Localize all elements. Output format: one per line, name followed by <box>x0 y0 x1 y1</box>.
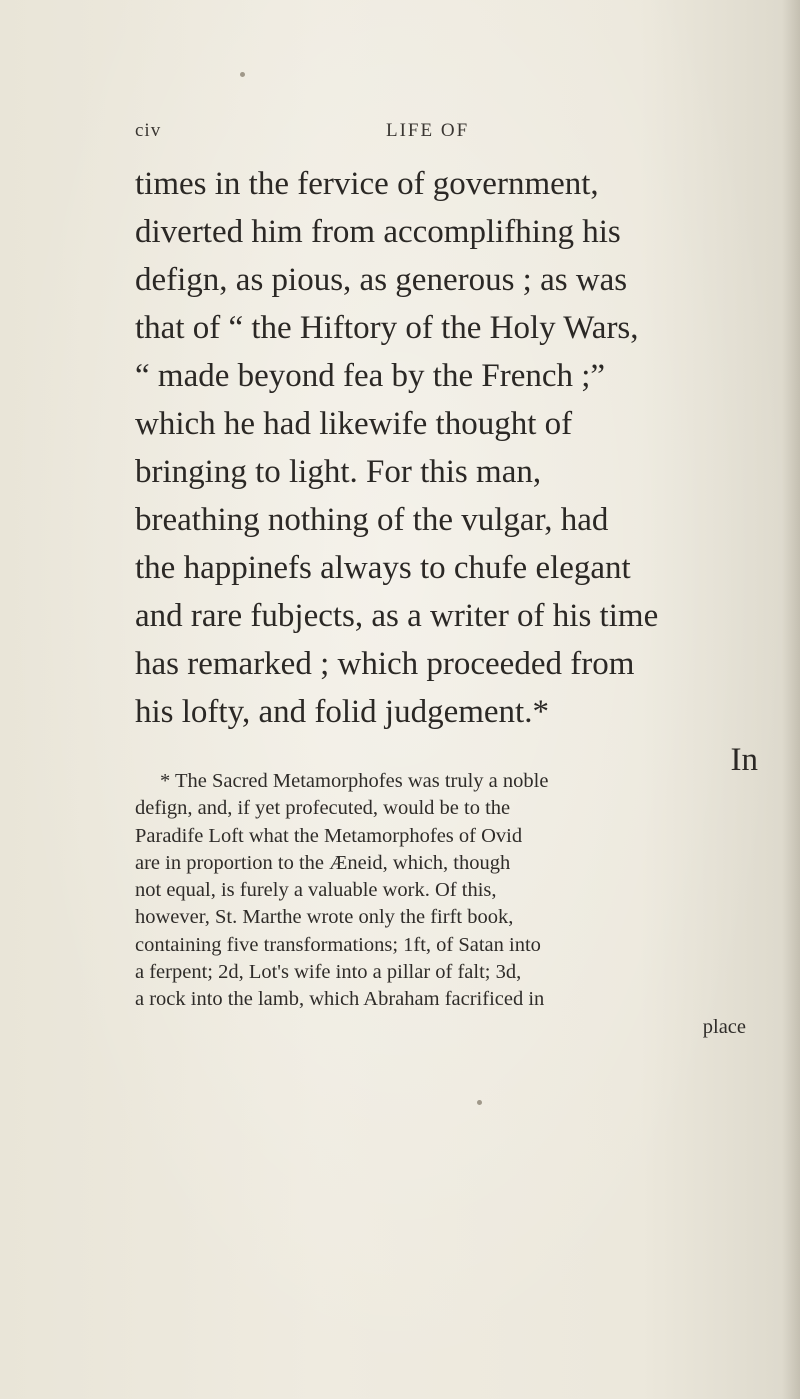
paper-speck <box>240 72 245 77</box>
body-line: “ made beyond fea by the French ;” <box>135 358 606 394</box>
footnote-line: Paradife Loft what the Metamorphofes of Ovid <box>135 824 523 847</box>
page-number: civ <box>135 120 162 141</box>
body-line: the happinefs always to chufe elegant <box>135 550 631 586</box>
body-line: breathing nothing of the vulgar, had <box>135 502 609 538</box>
body-line: which he had likewife thought of <box>135 406 573 442</box>
body-line: that of “ the Hiftory of the Holy Wars, <box>135 310 639 346</box>
body-line: has remarked ; which proceeded from <box>135 646 635 682</box>
footnote-line: containing five transformations; 1ft, of Satan into <box>135 933 541 956</box>
body-line: his lofty, and folid judgement.* <box>135 694 549 730</box>
body-line: diverted him from accomplifhing his <box>135 214 621 250</box>
body-line: bringing to light. For this man, <box>135 454 542 490</box>
body-line: defign, as pious, as generous ; as was <box>135 262 628 298</box>
running-title: LIFE OF <box>386 120 470 141</box>
footnote-line: a ferpent; 2d, Lot's wife into a pillar of falt; 3d, <box>135 961 522 984</box>
footnote-line: are in proportion to the Æneid, which, though <box>135 851 511 874</box>
body-line: and rare fubjects, as a writer of his time <box>135 598 659 634</box>
footnote-line: not equal, is furely a valuable work. Of this, <box>135 879 497 902</box>
running-head <box>135 120 695 150</box>
footnote-line: however, St. Marthe wrote only the firft book, <box>135 906 514 929</box>
catchword: In <box>730 742 758 778</box>
footnote-catchword: place <box>702 1015 746 1038</box>
body-line: times in the fervice of government, <box>135 166 599 202</box>
footnote-line: defign, and, if yet profecuted, would be to the <box>135 797 511 820</box>
footnote <box>135 768 775 1041</box>
body-text <box>135 160 775 784</box>
footnote-line: * The Sacred Metamorphofes was truly a noble <box>160 770 549 792</box>
paper-speck <box>477 1100 482 1105</box>
page-edge-shadow <box>782 0 800 1399</box>
footnote-line: a rock into the lamb, which Abraham facrificed in <box>135 988 545 1011</box>
